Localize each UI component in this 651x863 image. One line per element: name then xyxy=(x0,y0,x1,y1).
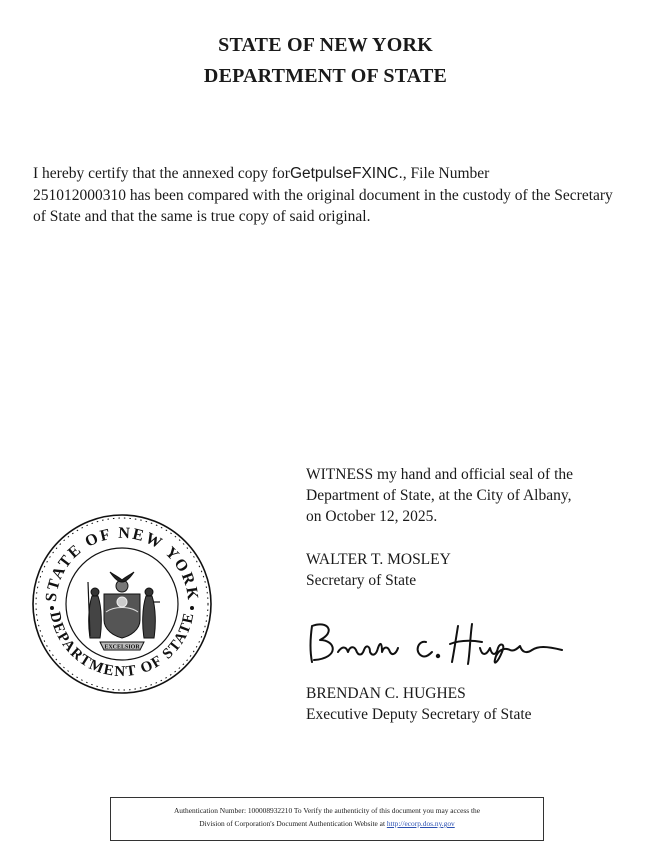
certify-file-label: , File Number xyxy=(402,165,490,182)
authentication-prefix: Division of Corporation's Document Authentication Website at xyxy=(199,819,387,828)
witness-line-2: Department of State, at the City of Albany, xyxy=(306,487,572,504)
authentication-line-1: Authentication Number: 100008932210 To Verify the authenticity of this document you may access the xyxy=(173,806,481,815)
secretary-title: Secretary of State xyxy=(306,572,417,589)
secretary-block xyxy=(306,549,451,591)
deputy-title: Executive Deputy Secretary of State xyxy=(306,706,532,723)
company-name: GetpulseFXINC. xyxy=(289,165,403,182)
certification-paragraph xyxy=(33,163,623,228)
witness-line-1: WITNESS my hand and official seal of the xyxy=(306,466,574,483)
authentication-link[interactable]: http://ecorp.dos.ny.gov xyxy=(386,819,455,828)
witness-line-3: on October 12, 2025. xyxy=(306,508,438,525)
authentication-box xyxy=(110,797,544,841)
file-number: 251012000310 xyxy=(33,186,126,204)
deputy-block xyxy=(306,683,532,725)
header-department: DEPARTMENT OF STATE xyxy=(203,65,448,87)
witness-block xyxy=(306,464,636,527)
deputy-name: BRENDAN C. HUGHES xyxy=(306,685,466,702)
certify-intro: I hereby certify that the annexed copy for xyxy=(33,165,290,182)
handwritten-signature xyxy=(300,612,570,670)
header-state: STATE OF NEW YORK xyxy=(218,34,433,56)
certify-rest: has been compared with the original document in the custody of the Secretary of State and that the same is true copy of said original. xyxy=(33,186,613,225)
state-seal xyxy=(30,512,214,696)
svg-text:EXCELSIOR: EXCELSIOR xyxy=(104,644,140,651)
authentication-line-2 xyxy=(111,817,543,830)
svg-text:DEPARTMENT OF STATE: DEPARTMENT OF STATE xyxy=(46,610,198,681)
secretary-name: WALTER T. MOSLEY xyxy=(306,551,451,568)
svg-text:STATE OF NEW YORK: STATE OF NEW YORK xyxy=(42,524,202,603)
document-header xyxy=(0,30,651,92)
